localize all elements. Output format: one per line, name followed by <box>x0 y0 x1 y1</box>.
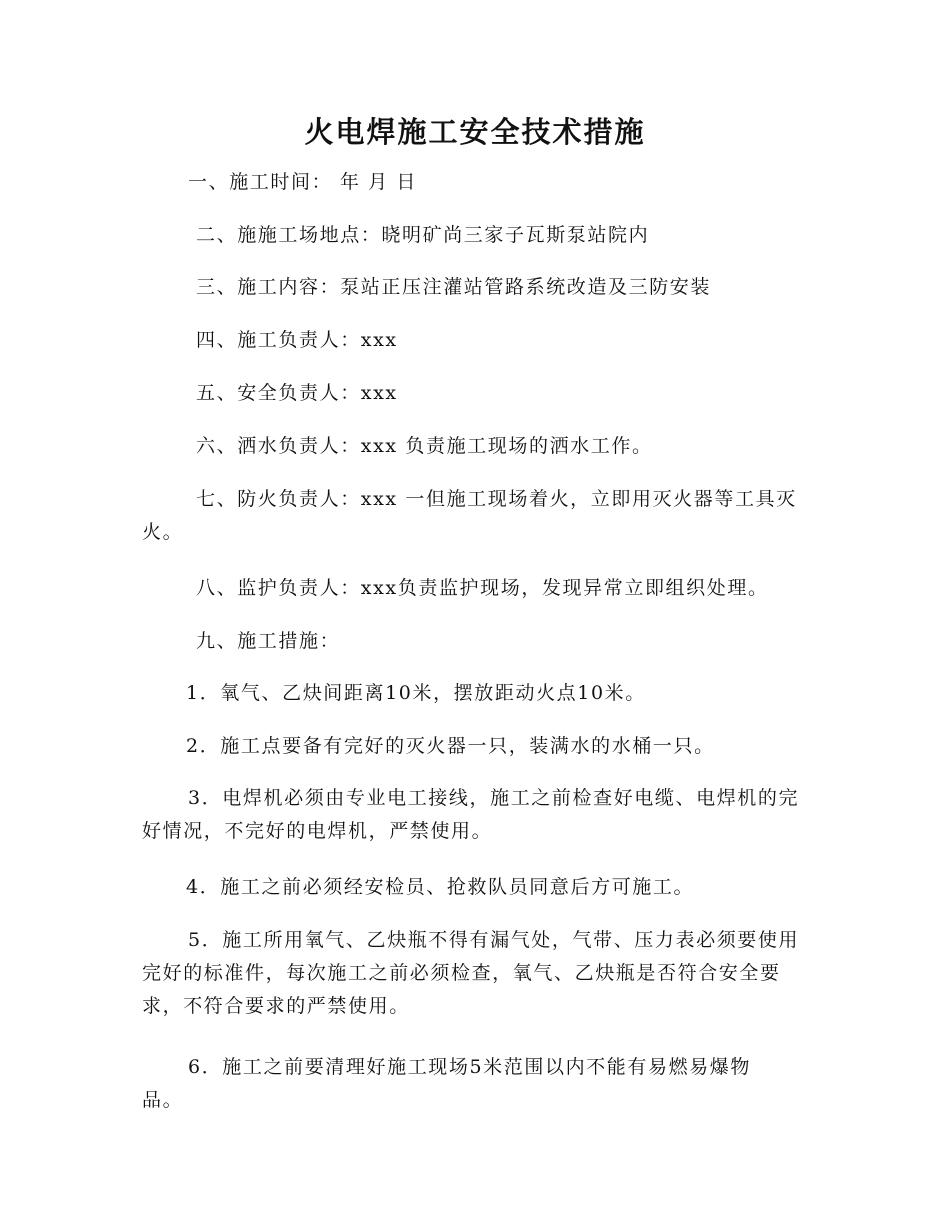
measure-item-2: 2．施工点要备有完好的灭火器一只，装满水的水桶一只。 <box>186 735 715 757</box>
line-supervision-leader: 八、监护负责人：xxx负责监护现场，发现异常立即组织处理。 <box>196 577 769 599</box>
measure-item-4: 4．施工之前必须经安检员、抢救队员同意后方可施工。 <box>186 876 695 898</box>
measure-item-1: 1．氧气、乙炔间距离10米，摆放距动火点10米。 <box>186 682 646 704</box>
measure-item-6: 6．施工之前要清理好施工现场5米范围以内不能有易燃易爆物品。 <box>142 1056 751 1111</box>
line-construction-site: 二、施施工场地点：晓明矿尚三家子瓦斯泵站院内 <box>196 224 650 246</box>
line-construction-time: 一、施工时间： 年 月 日 <box>188 171 417 193</box>
line-fire-prevention-leader: 七、防火负责人：xxx 一但施工现场着火，立即用灭火器等工具灭火。 <box>142 488 797 543</box>
measure-item-5: 5．施工所用氧气、乙炔瓶不得有漏气处，气带、压力表必须要使用完好的标准件，每次施工之前必须检查，氧气、乙炔瓶是否符合安全要求，不符合要求的严禁使用。 <box>142 929 800 1017</box>
line-construction-leader: 四、施工负责人：xxx <box>196 329 398 351</box>
document-title: 火电焊施工安全技术措施 <box>304 115 646 149</box>
line-construction-content: 三、施工内容：泵站正压注灌站管路系统改造及三防安装 <box>196 276 712 298</box>
line-construction-measures: 九、施工措施： <box>196 630 341 652</box>
line-sprinkling-leader: 六、洒水负责人：xxx 负责施工现场的洒水工作。 <box>196 435 653 457</box>
line-safety-leader: 五、安全负责人：xxx <box>196 382 398 404</box>
measure-item-3: 3．电焊机必须由专业电工接线，施工之前检查好电缆、电焊机的完好情况，不完好的电焊机，严禁使用。 <box>142 787 800 842</box>
